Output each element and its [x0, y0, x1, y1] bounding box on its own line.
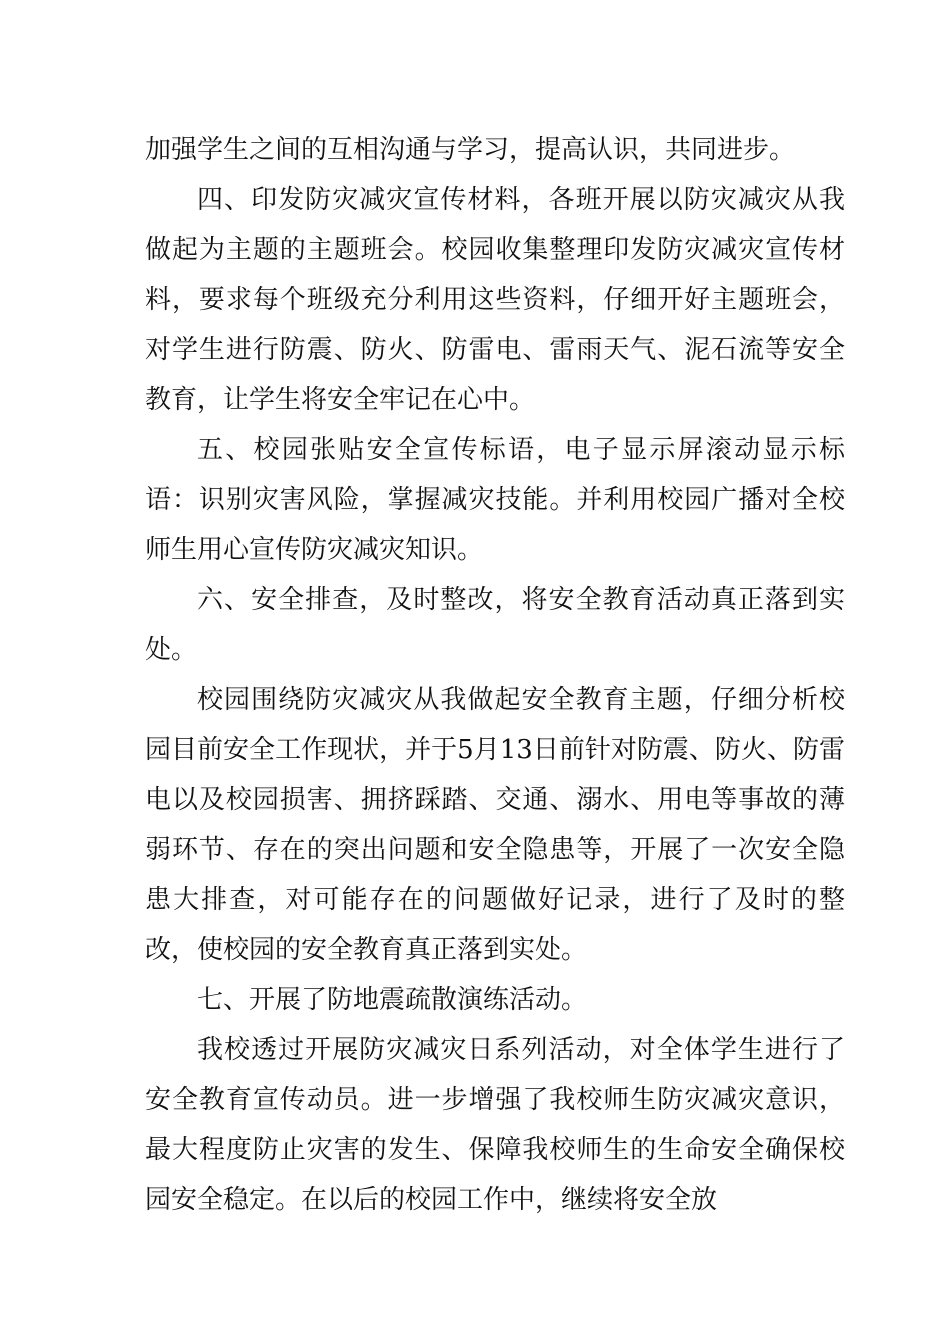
paragraph-section-5: 五、校园张贴安全宣传标语，电子显示屏滚动显示标语：识别灾害风险，掌握减灾技能。并利用校园广播对全校师生用心宣传防灾减灾知识。 — [145, 435, 845, 565]
paragraph-section-4: 四、印发防灾减灾宣传材料，各班开展以防灾减灾从我做起为主题的主题班会。校园收集整理印发防灾减灾宣传材料，要求每个班级充分利用这些资料，仔细开好主题班会，对学生进行防震、防火、防雷电、雷雨天气、泥石流等安全教育，让学生将安全牢记在心中。 — [145, 185, 845, 415]
paragraph-conclusion: 我校透过开展防灾减灾日系列活动，对全体学生进行了安全教育宣传动员。进一步增强了我校师生防灾减灾意识，最大程度防止灾害的发生、保障我校师生的生命安全确保校园安全稳定。在以后的校园工作中，继续将安全放 — [145, 1035, 845, 1215]
document-body — [145, 125, 845, 1225]
paragraph-section-7: 七、开展了防地震疏散演练活动。 — [197, 985, 588, 1015]
paragraph-section-6-detail: 校园围绕防灾减灾从我做起安全教育主题，仔细分析校园目前安全工作现状，并于5月13日前针对防震、防火、防雷电以及校园损害、拥挤踩踏、交通、溺水、用电等事故的薄弱环节、存在的突出问题和安全隐患等，开展了一次安全隐患大排查，对可能存在的问题做好记录，进行了及时的整改，使校园的安全教育真正落到实处。 — [145, 685, 845, 965]
paragraph-continuation: 加强学生之间的互相沟通与学习，提高认识，共同进步。 — [145, 135, 796, 165]
paragraph-section-6: 六、安全排查，及时整改，将安全教育活动真正落到实处。 — [145, 585, 845, 665]
